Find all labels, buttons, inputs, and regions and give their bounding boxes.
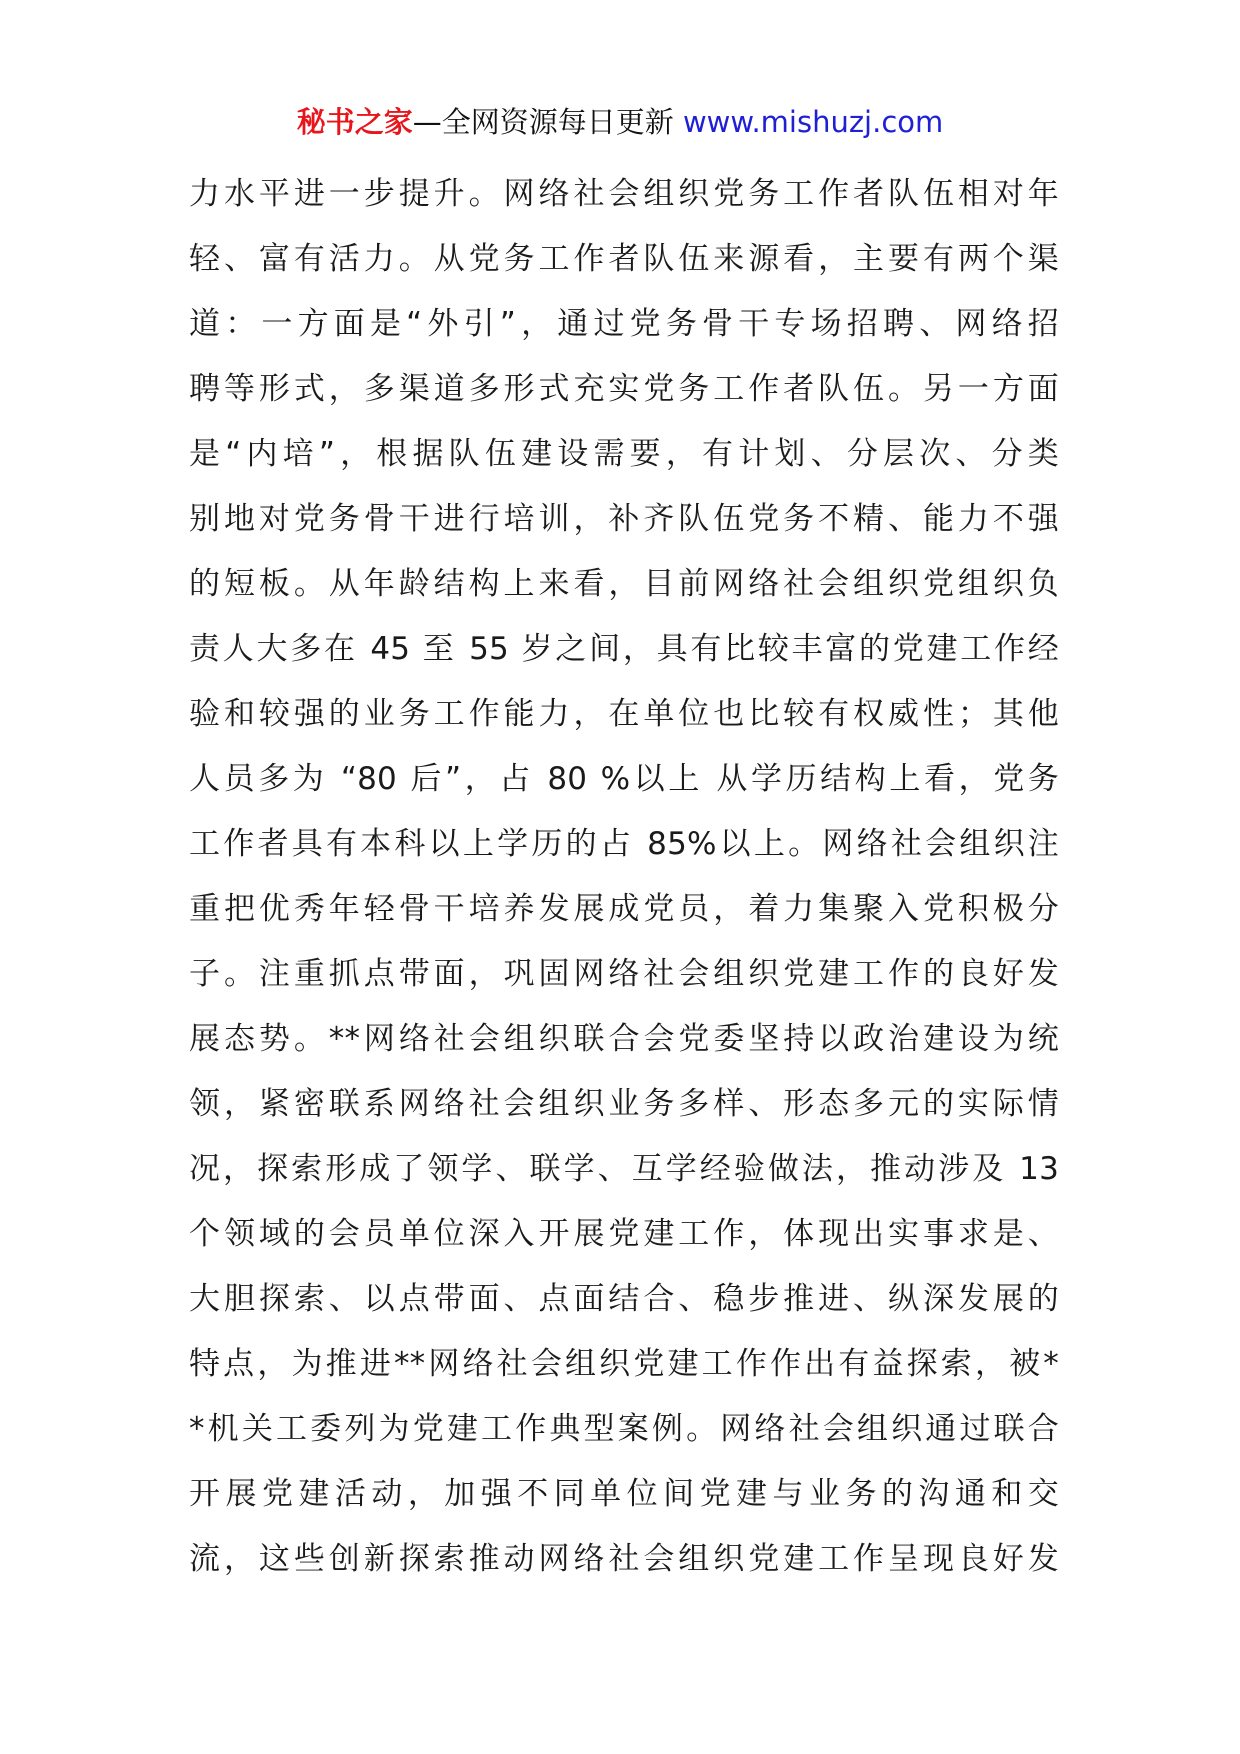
text-line: 个领域的会员单位深入开展党建工作，体现出实事求是、	[189, 1216, 1059, 1252]
text-line: 责人大多在 45 至 55 岁之间，具有比较丰富的党建工作经	[189, 631, 1059, 667]
text-line: 工作者具有本科以上学历的占 85%以上。网络社会组织注	[189, 826, 1059, 862]
text-line: 人员多为 “80 后”，占 80 %以上 从学历结构上看，党务	[189, 761, 1059, 797]
site-url-link[interactable]: www.mishuzj.com	[682, 105, 944, 139]
text-line: 开展党建活动，加强不同单位间党建与业务的沟通和交	[189, 1476, 1059, 1512]
text-line: 展态势。**网络社会组织联合会党委坚持以政治建设为统	[189, 1021, 1059, 1057]
text-line: 力水平进一步提升。网络社会组织党务工作者队伍相对年	[189, 176, 1059, 212]
text-line: 别地对党务骨干进行培训，补齐队伍党务不精、能力不强	[189, 501, 1059, 537]
text-line: 聘等形式，多渠道多形式充实党务工作者队伍。另一方面	[189, 371, 1059, 407]
header-tagline: —全网资源每日更新	[412, 105, 674, 139]
body-text	[189, 162, 1059, 1592]
text-line: 是“内培”，根据队伍建设需要，有计划、分层次、分类	[189, 436, 1059, 472]
text-line: 领，紧密联系网络社会组织业务多样、形态多元的实际情	[189, 1086, 1059, 1122]
text-line: 重把优秀年轻骨干培养发展成党员，着力集聚入党积极分	[189, 891, 1059, 927]
text-line: *机关工委列为党建工作典型案例。网络社会组织通过联合	[189, 1411, 1059, 1447]
brand-name: 秘书之家	[296, 105, 413, 139]
text-line: 验和较强的业务工作能力，在单位也比较有权威性；其他	[189, 696, 1059, 732]
text-line: 流，这些创新探索推动网络社会组织党建工作呈现良好发	[189, 1541, 1059, 1577]
text-line: 子。注重抓点带面，巩固网络社会组织党建工作的良好发	[189, 956, 1059, 992]
text-line: 特点，为推进**网络社会组织党建工作作出有益探索，被*	[189, 1346, 1059, 1382]
text-line: 的短板。从年龄结构上来看，目前网络社会组织党组织负	[189, 566, 1059, 602]
page-header	[0, 100, 1240, 144]
text-line: 大胆探索、以点带面、点面结合、稳步推进、纵深发展的	[189, 1281, 1059, 1317]
text-line: 道：一方面是“外引”，通过党务骨干专场招聘、网络招	[189, 306, 1059, 342]
text-line: 轻、富有活力。从党务工作者队伍来源看，主要有两个渠	[189, 241, 1059, 277]
text-line: 况，探索形成了领学、联学、互学经验做法，推动涉及 13	[189, 1151, 1059, 1187]
